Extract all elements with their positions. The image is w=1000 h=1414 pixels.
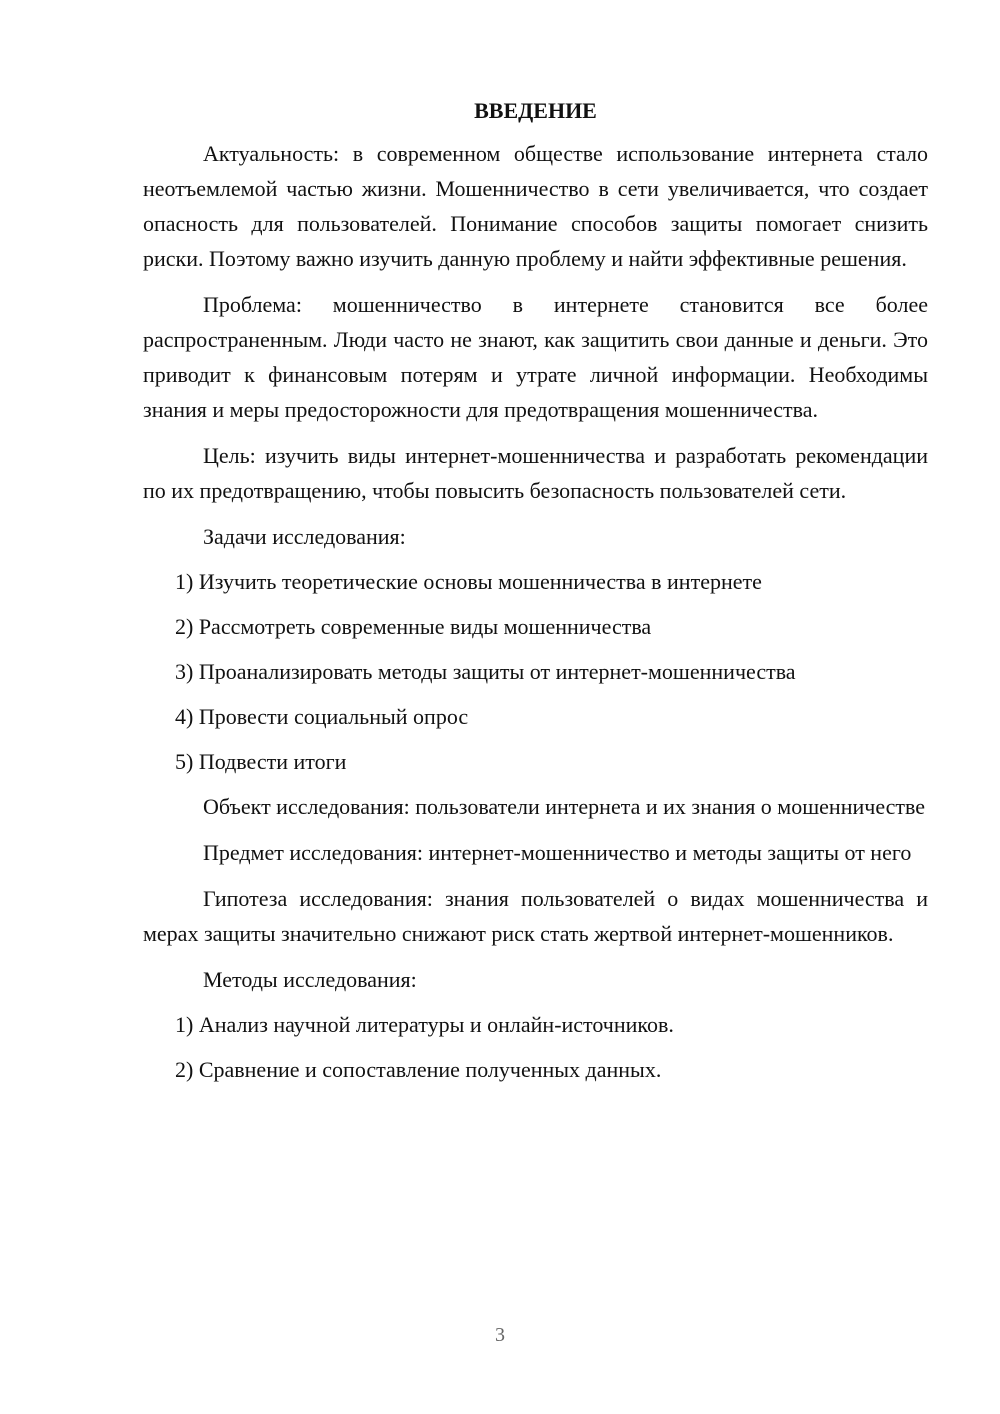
list-item: 1) Изучить теоретические основы мошенничества в интернете (175, 569, 762, 594)
page-title: ВВЕДЕНИЕ (474, 98, 597, 123)
document-page (143, 96, 928, 1097)
list-item: 2) Рассмотреть современные виды мошенничества (175, 614, 652, 639)
hypothesis-paragraph: Гипотеза исследования: знания пользователей о видах мошенничества и мерах защиты значительно снижают риск стать жертвой интернет-мошенников. (143, 886, 928, 946)
page-number: 3 (495, 1324, 505, 1346)
tasks-list (143, 564, 928, 779)
list-item: 1) Анализ научной литературы и онлайн-источников. (175, 1012, 674, 1037)
tasks-heading: Задачи исследования: (203, 524, 406, 549)
problem-paragraph: Проблема: мошенничество в интернете становится все более распространенным. Люди часто не знают, как защитить свои данные и деньги. Это приводит к финансовым потерям и утрате личной информации. Необходимы знания и меры предосторожности для предотвращения мошенничества. (143, 292, 928, 422)
relevance-paragraph: Актуальность: в современном обществе использование интернета стало неотъемлемой частью жизни. Мошенничество в сети увеличивается, что создает опасность для пользователей. Понимание способов защиты помогает снизить риски. Поэтому важно изучить данную проблему и найти эффективные решения. (143, 141, 928, 271)
goal-paragraph: Цель: изучить виды интернет-мошенничества и разработать рекомендации по их предотвращению, чтобы повысить безопасность пользователей сети. (143, 443, 928, 503)
list-item: 3) Проанализировать методы защиты от интернет-мошенничества (175, 659, 796, 684)
object-paragraph: Объект исследования: пользователи интернета и их знания о мошенничестве (203, 794, 926, 819)
subject-paragraph: Предмет исследования: интернет-мошенничество и методы защиты от него (203, 840, 912, 865)
methods-heading: Методы исследования: (203, 967, 417, 992)
methods-list (143, 1007, 928, 1087)
list-item: 2) Сравнение и сопоставление полученных данных. (175, 1057, 662, 1082)
list-item: 5) Подвести итоги (175, 749, 347, 774)
list-item: 4) Провести социальный опрос (175, 704, 469, 729)
